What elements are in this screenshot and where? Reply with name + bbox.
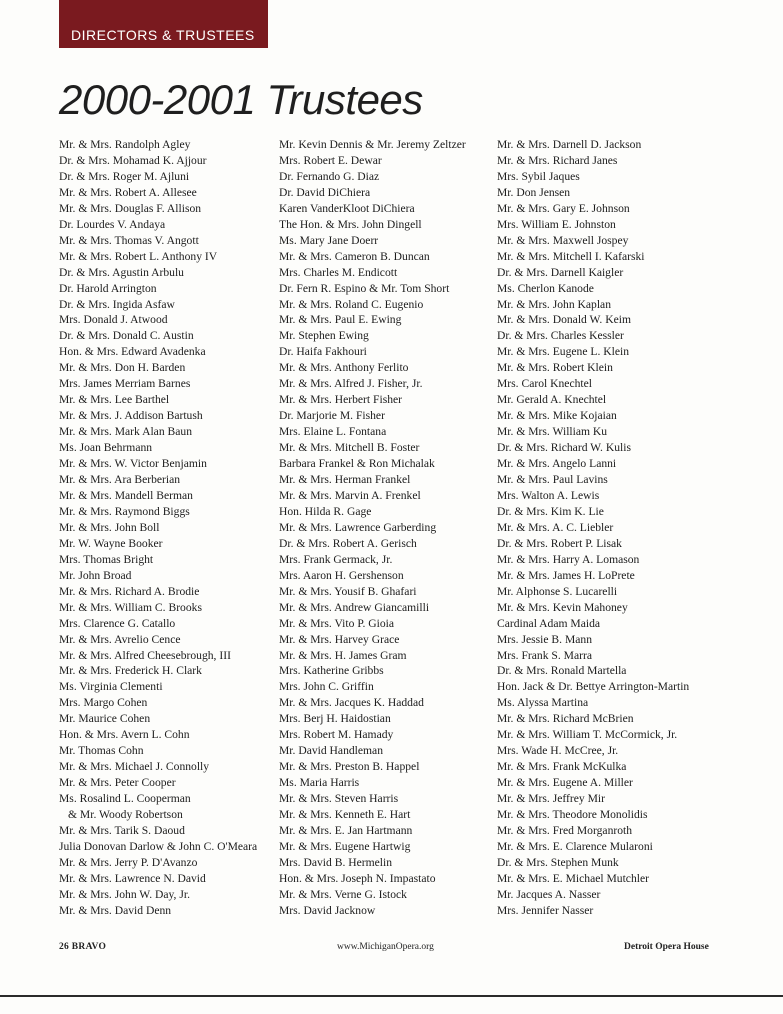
trustee-name: Mr. Gerald A. Knechtel xyxy=(497,393,607,407)
trustee-name: Hon. & Mrs. Joseph N. Impastato xyxy=(279,871,436,885)
trustee-name: Karen VanderKloot DiChiera xyxy=(279,201,415,215)
page-number: 26 BRAVO xyxy=(59,942,107,952)
trustee-column-1 xyxy=(59,137,257,919)
trustee-name: & Mr. Woody Robertson xyxy=(68,808,183,822)
trustee-name: Mr. & Mrs. Jerry P. D'Avanzo xyxy=(59,855,198,869)
trustee-name: Ms. Joan Behrmann xyxy=(59,441,153,455)
trustee-name: Mr. & Mrs. Kevin Mahoney xyxy=(497,600,628,614)
trustee-name: Mr. & Mrs. A. C. Liebler xyxy=(497,520,614,534)
trustee-name: Mr. Don Jensen xyxy=(497,185,571,199)
trustee-name: Mr. & Mrs. John Kaplan xyxy=(497,297,612,311)
trustee-name: Mr. & Mrs. John Boll xyxy=(59,520,160,534)
trustee-name: Mrs. James Merriam Barnes xyxy=(59,377,191,391)
trustee-name: Mrs. Jennifer Nasser xyxy=(497,903,594,917)
trustee-name: Ms. Alyssa Martina xyxy=(497,696,589,710)
trustee-name: Dr. & Mrs. Roger M. Ajluni xyxy=(59,169,190,183)
trustee-name: Mrs. Walton A. Lewis xyxy=(497,488,600,502)
trustee-name: Mr. & Mrs. W. Victor Benjamin xyxy=(59,457,207,471)
trustee-name: Mr. Kevin Dennis & Mr. Jeremy Zeltzer xyxy=(279,138,466,151)
trustee-name: Mr. & Mrs. E. Michael Mutchler xyxy=(497,871,649,885)
trustee-name: Hon. & Mrs. Avern L. Cohn xyxy=(59,728,190,742)
website-url: www.MichiganOpera.org xyxy=(337,942,434,952)
trustee-name: Ms. Mary Jane Doerr xyxy=(279,233,379,247)
trustee-name: Dr. & Mrs. Mohamad K. Ajjour xyxy=(59,153,207,167)
trustee-name: Mr. & Mrs. Raymond Biggs xyxy=(59,504,190,518)
trustee-name: Dr. & Mrs. Kim K. Lie xyxy=(497,504,604,518)
trustee-name: Mr. Stephen Ewing xyxy=(279,329,369,343)
trustee-name: Mr. & Mrs. Yousif B. Ghafari xyxy=(279,584,417,598)
trustee-name: Mr. & Mrs. J. Addison Bartush xyxy=(59,409,203,423)
trustee-column-2 xyxy=(279,137,466,919)
trustee-name: Dr. & Mrs. Charles Kessler xyxy=(497,329,624,343)
trustee-name: Mr. & Mrs. H. James Gram xyxy=(279,648,407,662)
trustee-name: Mr. & Mrs. William Ku xyxy=(497,425,608,439)
trustee-name: Mr. & Mrs. Kenneth E. Hart xyxy=(279,808,411,822)
trustee-name: Dr. & Mrs. Darnell Kaigler xyxy=(497,265,624,279)
trustee-name: Mr. & Mrs. Frank McKulka xyxy=(497,760,627,774)
trustee-name: Mr. & Mrs. Harry A. Lomason xyxy=(497,552,640,566)
trustee-name: Mr. & Mrs. Alfred Cheesebrough, III xyxy=(59,648,231,662)
trustee-name: Mrs. Sybil Jaques xyxy=(497,169,580,183)
trustee-name: Dr. Haifa Fakhouri xyxy=(279,345,367,359)
trustee-name: Mrs. Carol Knechtel xyxy=(497,377,592,391)
section-banner xyxy=(59,0,268,48)
trustee-name: Mrs. Katherine Gribbs xyxy=(279,664,384,678)
trustee-name: Mrs. Thomas Bright xyxy=(59,552,154,566)
trustee-name: Mr. Alphonse S. Lucarelli xyxy=(497,584,618,598)
trustee-name: Mr. & Mrs. Maxwell Jospey xyxy=(497,233,629,247)
trustee-name: Mr. & Mrs. Jeffrey Mir xyxy=(497,792,605,806)
trustee-name: Mr. & Mrs. Harvey Grace xyxy=(279,632,400,646)
trustee-name: Mr. & Mrs. Robert L. Anthony IV xyxy=(59,249,218,263)
trustee-name: Mr. & Mrs. Herman Frankel xyxy=(279,473,411,487)
trustee-name: Mr. & Mrs. Mitchell I. Kafarski xyxy=(497,249,645,263)
trustee-name: Mrs. Jessie B. Mann xyxy=(497,632,593,646)
trustee-name: Cardinal Adam Maida xyxy=(497,616,601,630)
trustee-name: Dr. & Mrs. Stephen Munk xyxy=(497,855,619,869)
trustee-name: Mrs. Margo Cohen xyxy=(59,696,148,710)
trustee-name: Dr. & Mrs. Agustin Arbulu xyxy=(59,265,184,279)
trustee-name: Mr. & Mrs. Robert A. Allesee xyxy=(59,185,197,199)
trustee-name: Mr. & Mrs. Angelo Lanni xyxy=(497,457,617,471)
trustee-name: Dr. Marjorie M. Fisher xyxy=(279,409,385,423)
trustee-name: Mr. & Mrs. William C. Brooks xyxy=(59,600,202,614)
trustee-name: Mr. & Mrs. Richard McBrien xyxy=(497,712,634,726)
trustee-name: Hon. & Mrs. Edward Avadenka xyxy=(59,345,206,359)
trustee-name: Mr. & Mrs. Vito P. Gioia xyxy=(279,616,395,630)
trustee-name: Mr. & Mrs. Paul Lavins xyxy=(497,473,608,487)
trustee-name: Mr. & Mrs. Mandell Berman xyxy=(59,488,193,502)
trustee-name: Dr. & Mrs. Ingida Asfaw xyxy=(59,297,175,311)
trustee-name: Mrs. Elaine L. Fontana xyxy=(279,425,387,439)
trustee-name: Mrs. David B. Hermelin xyxy=(279,855,393,869)
trustee-name: Mr. & Mrs. John W. Day, Jr. xyxy=(59,887,190,901)
trustee-name: Mr. Thomas Cohn xyxy=(59,744,144,758)
trustee-name: Mr. & Mrs. Andrew Giancamilli xyxy=(279,600,430,614)
trustee-name: Mr. & Mrs. Robert Klein xyxy=(497,361,613,375)
trustee-name: Mr. David Handleman xyxy=(279,744,383,758)
trustee-name: Mr. & Mrs. Preston B. Happel xyxy=(279,760,420,774)
trustee-name: Mr. & Mrs. Jacques K. Haddad xyxy=(279,696,424,710)
trustee-name: Mr. & Mrs. Fred Morganroth xyxy=(497,823,633,837)
trustee-name: Dr. David DiChiera xyxy=(279,185,371,199)
page-title: 2000-2001 Trustees xyxy=(59,76,423,123)
trustee-name: Mr. & Mrs. Michael J. Connolly xyxy=(59,760,210,774)
trustee-name: Mr. & Mrs. Peter Cooper xyxy=(59,776,176,790)
trustee-name: Mr. & Mrs. Eugene A. Miller xyxy=(497,776,633,790)
trustee-name: Mr. Jacques A. Nasser xyxy=(497,887,601,901)
trustee-name: Dr. & Mrs. Donald C. Austin xyxy=(59,329,194,343)
trustee-name: Mr. & Mrs. Cameron B. Duncan xyxy=(279,249,430,263)
trustee-name: Dr. Fern R. Espino & Mr. Tom Short xyxy=(279,281,450,295)
trustee-name: Ms. Rosalind L. Cooperman xyxy=(59,792,191,806)
trustee-name: Dr. & Mrs. Robert P. Lisak xyxy=(497,536,622,550)
trustee-name: Mr. & Mrs. Darnell D. Jackson xyxy=(497,138,642,151)
trustee-name: Mr. & Mrs. Donald W. Keim xyxy=(497,313,631,327)
trustee-name: Dr. & Mrs. Ronald Martella xyxy=(497,664,627,678)
trustee-name: Mr. & Mrs. Douglas F. Allison xyxy=(59,201,202,215)
trustee-name: Mr. & Mrs. Lawrence N. David xyxy=(59,871,206,885)
trustee-name: Mr. & Mrs. Frederick H. Clark xyxy=(59,664,202,678)
trustee-name: Ms. Virginia Clementi xyxy=(59,680,163,694)
trustee-name: Mr. & Mrs. Richard A. Brodie xyxy=(59,584,200,598)
trustee-name: Mrs. Charles M. Endicott xyxy=(279,265,398,279)
trustee-name: Mr. & Mrs. Anthony Ferlito xyxy=(279,361,409,375)
trustee-name: Mr. & Mrs. Verne G. Istock xyxy=(279,887,407,901)
trustee-name: Dr. Lourdes V. Andaya xyxy=(59,217,166,231)
trustee-name: Ms. Maria Harris xyxy=(279,776,360,790)
trustee-name: Mr. & Mrs. Marvin A. Frenkel xyxy=(279,488,421,502)
trustee-name: Mrs. Aaron H. Gershenson xyxy=(279,568,404,582)
trustee-name: Mr. & Mrs. Roland C. Eugenio xyxy=(279,297,424,311)
trustee-name: Dr. & Mrs. Richard W. Kulis xyxy=(497,441,631,455)
trustee-name: Mrs. Robert E. Dewar xyxy=(279,153,382,167)
trustee-name: Mr. & Mrs. Eugene Hartwig xyxy=(279,839,411,853)
trustee-name: Mrs. Wade H. McCree, Jr. xyxy=(497,744,619,758)
trustee-name: Mr. & Mrs. Alfred J. Fisher, Jr. xyxy=(279,377,423,391)
trustee-name: Mr. & Mrs. Richard Janes xyxy=(497,153,618,167)
trustee-name: Mr. & Mrs. Mark Alan Baun xyxy=(59,425,192,439)
trustee-name: Dr. & Mrs. Robert A. Gerisch xyxy=(279,536,417,550)
trustee-name: The Hon. & Mrs. John Dingell xyxy=(279,217,422,231)
trustee-name: Mr. & Mrs. Ara Berberian xyxy=(59,473,181,487)
trustee-name: Mr. & Mrs. E. Jan Hartmann xyxy=(279,823,413,837)
trustee-name: Mr. & Mrs. Avrelio Cence xyxy=(59,632,181,646)
trustee-name: Mr. & Mrs. Gary E. Johnson xyxy=(497,201,630,215)
trustee-name: Mr. & Mrs. James H. LoPrete xyxy=(497,568,635,582)
trustee-name: Mr. & Mrs. E. Clarence Mularoni xyxy=(497,839,653,853)
trustee-name: Dr. Fernando G. Diaz xyxy=(279,169,380,183)
trustee-name: Mr. & Mrs. Theodore Monolidis xyxy=(497,808,648,822)
trustee-name: Mr. & Mrs. Eugene L. Klein xyxy=(497,345,630,359)
trustee-name: Dr. Harold Arrington xyxy=(59,281,157,295)
trustee-name: Mrs. John C. Griffin xyxy=(279,680,374,694)
trustee-name: Mrs. Berj H. Haidostian xyxy=(279,712,391,726)
trustee-name: Barbara Frankel & Ron Michalak xyxy=(279,457,435,471)
trustee-name: Mr. & Mrs. Steven Harris xyxy=(279,792,399,806)
trustee-name: Mr. & Mrs. Lawrence Garberding xyxy=(279,520,437,534)
trustee-name: Mr. & Mrs. Don H. Barden xyxy=(59,361,186,375)
trustee-name: Mrs. Clarence G. Catallo xyxy=(59,616,176,630)
trustee-name: Mr. & Mrs. Tarik S. Daoud xyxy=(59,823,185,837)
trustee-name: Mr. & Mrs. Mike Kojaian xyxy=(497,409,617,423)
trustee-name: Mr. & Mrs. Thomas V. Angott xyxy=(59,233,199,247)
trustee-name: Mr. & Mrs. David Denn xyxy=(59,903,172,917)
trustee-name: Mr. & Mrs. William T. McCormick, Jr. xyxy=(497,728,678,742)
trustee-name: Mrs. William E. Johnston xyxy=(497,217,616,231)
venue-name: Detroit Opera House xyxy=(624,942,709,952)
trustee-name: Julia Donovan Darlow & John C. O'Meara xyxy=(59,839,258,853)
section-label: DIRECTORS & TRUSTEES xyxy=(71,27,255,43)
trustee-name: Mrs. Frank S. Marra xyxy=(497,648,592,662)
trustee-name: Mrs. David Jacknow xyxy=(279,903,376,917)
trustee-name: Mr. Maurice Cohen xyxy=(59,712,151,726)
trustee-name: Mr. W. Wayne Booker xyxy=(59,536,163,550)
trustee-name: Mr. & Mrs. Paul E. Ewing xyxy=(279,313,402,327)
trustee-name: Mrs. Donald J. Atwood xyxy=(59,313,168,327)
bottom-rule xyxy=(0,995,783,997)
trustee-name: Hon. Jack & Dr. Bettye Arrington-Martin xyxy=(497,680,690,694)
trustee-name: Mr. & Mrs. Randolph Agley xyxy=(59,138,191,151)
trustee-name: Ms. Cherlon Kanode xyxy=(497,281,594,295)
trustee-name: Hon. Hilda R. Gage xyxy=(279,504,372,518)
trustee-name: Mrs. Robert M. Hamady xyxy=(279,728,394,742)
trustee-name: Mr. & Mrs. Herbert Fisher xyxy=(279,393,403,407)
trustee-column-3 xyxy=(497,137,689,919)
trustee-name: Mr. & Mrs. Mitchell B. Foster xyxy=(279,441,420,455)
trustee-name: Mr. John Broad xyxy=(59,568,132,582)
trustee-name: Mr. & Mrs. Lee Barthel xyxy=(59,393,170,407)
trustee-name: Mrs. Frank Germack, Jr. xyxy=(279,552,393,566)
